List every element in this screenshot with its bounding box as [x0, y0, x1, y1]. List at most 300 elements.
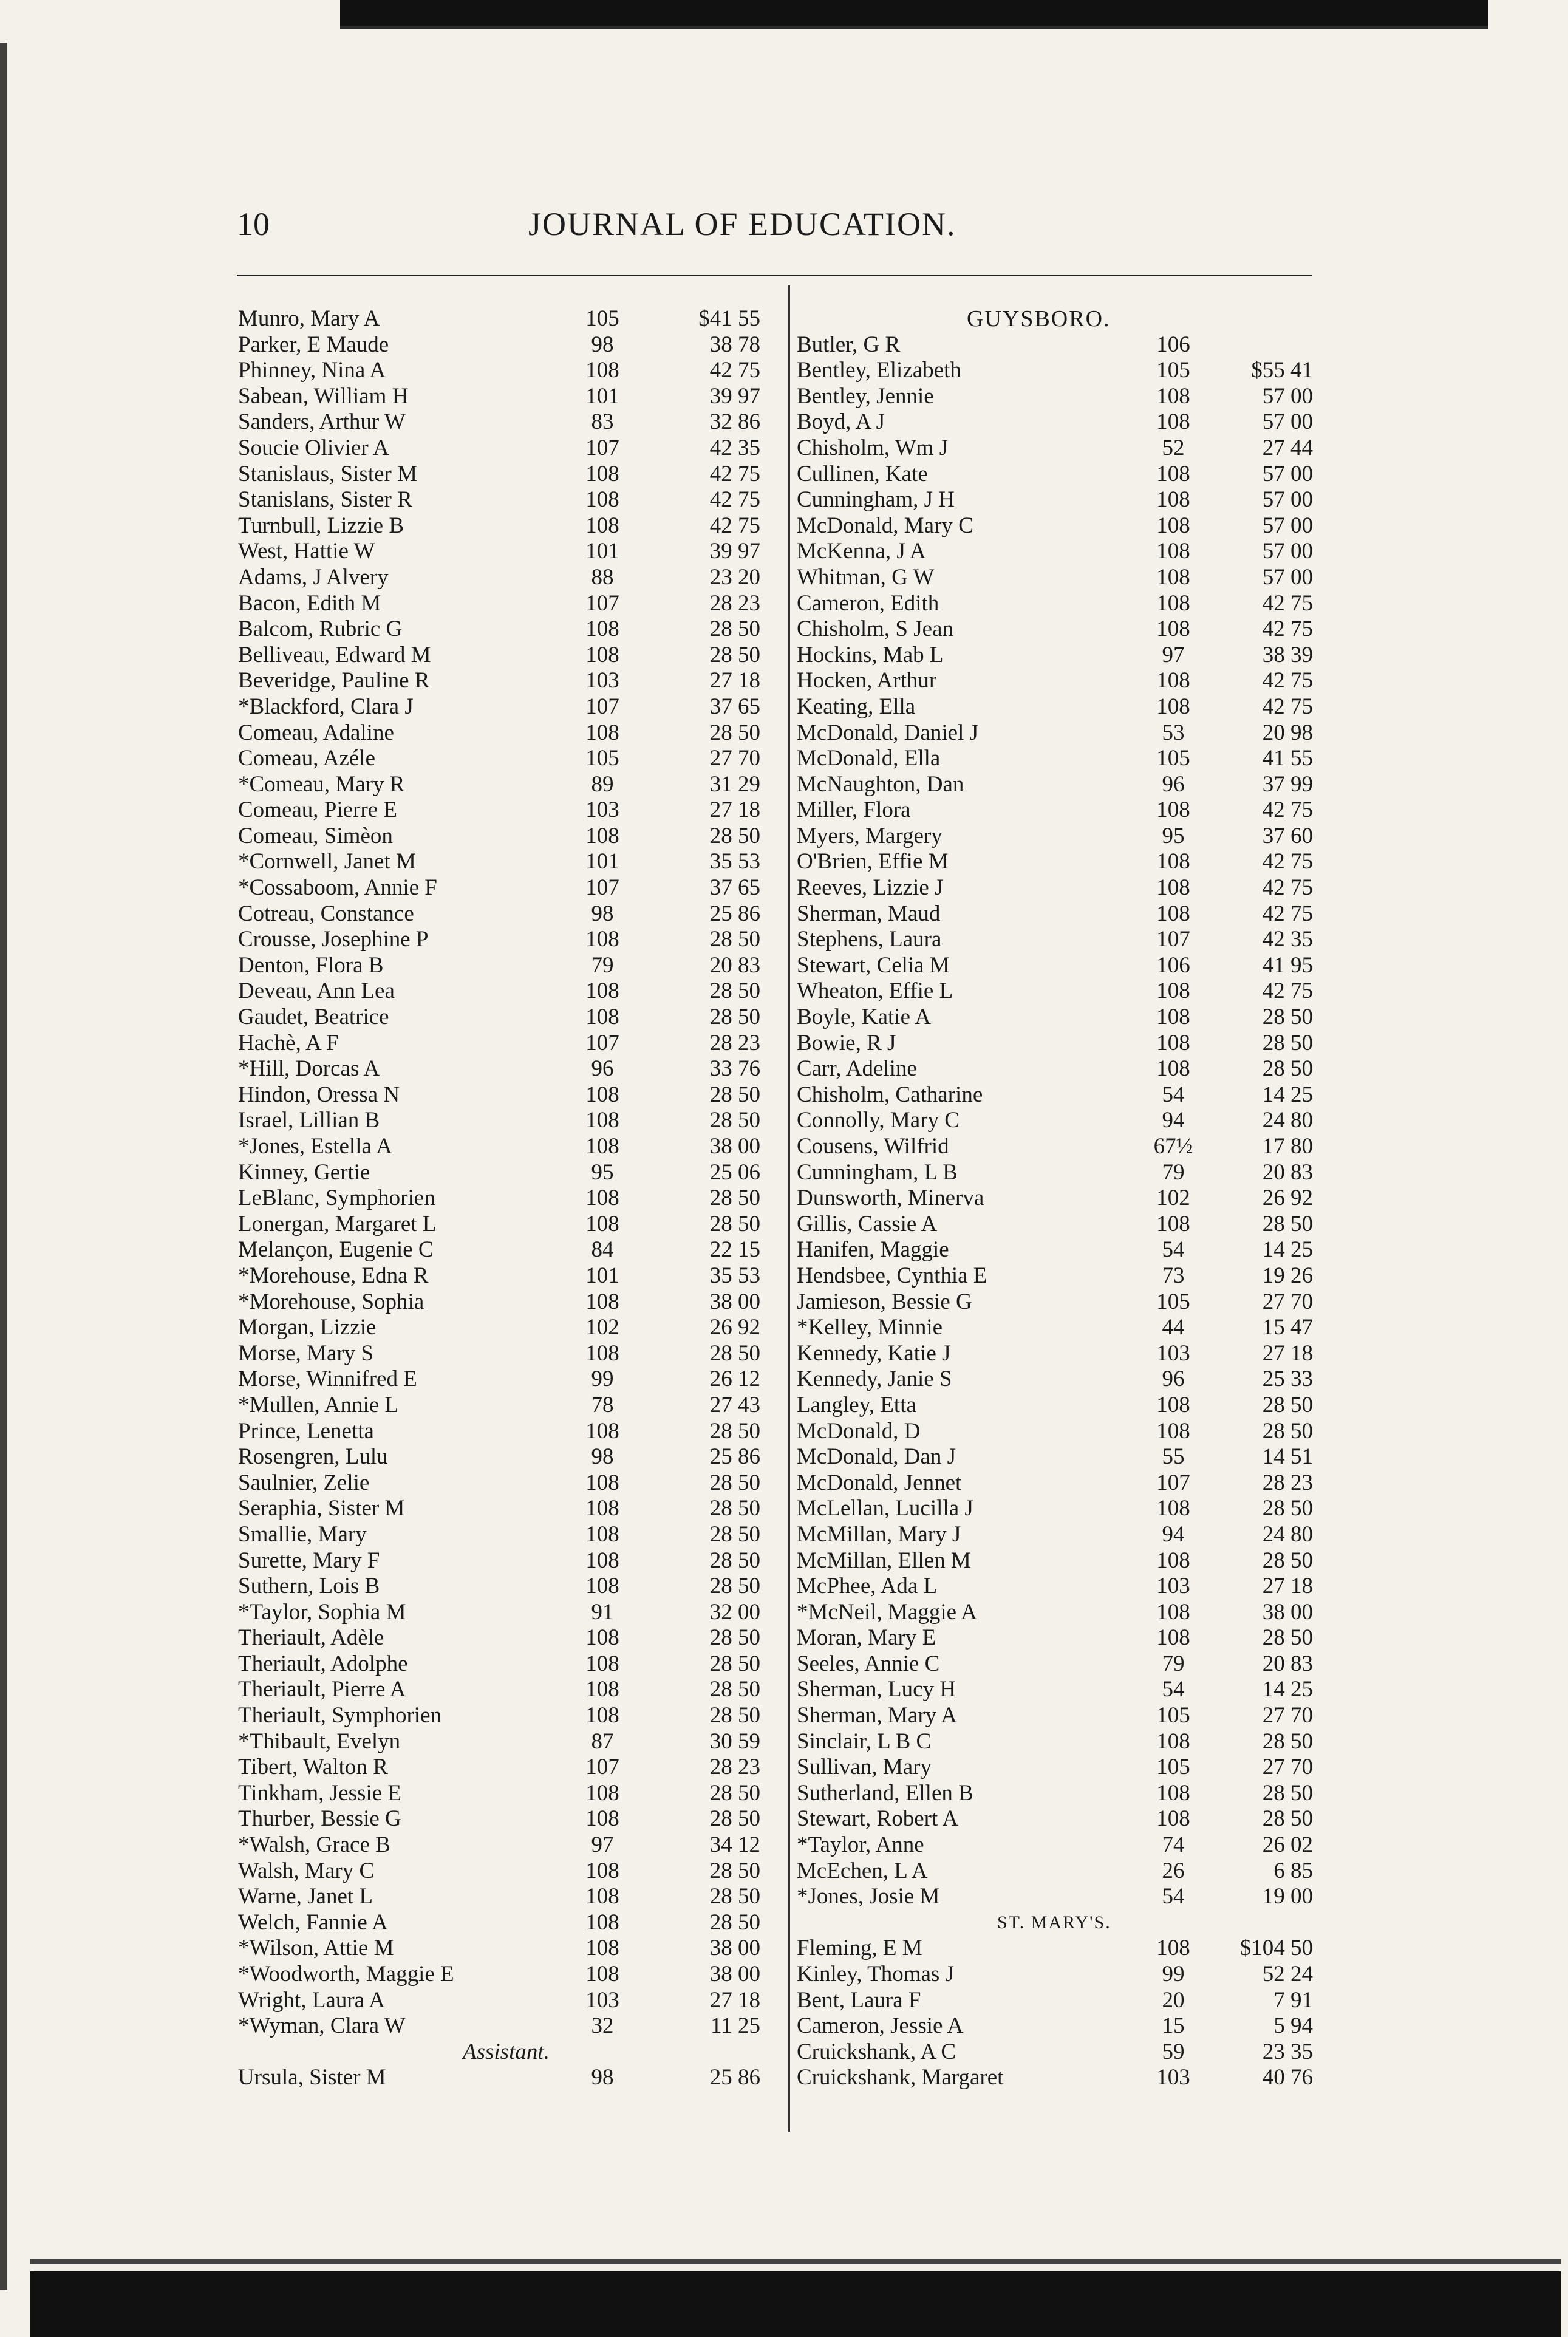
- table-row: [238, 1858, 779, 1885]
- teacher-name: Langley, Etta: [797, 1392, 916, 1418]
- teacher-name: McMillan, Mary J: [797, 1521, 961, 1547]
- table-row: [238, 1755, 779, 1781]
- table-row: [797, 1005, 1319, 1031]
- grant-amount: 28 50: [709, 1703, 760, 1728]
- days-taught: 89: [591, 771, 614, 797]
- table-row: [797, 1237, 1319, 1263]
- table-row: [238, 668, 779, 694]
- days-taught: 52: [1162, 435, 1185, 460]
- days-taught: 88: [591, 564, 614, 590]
- grant-amount: 28 50: [709, 927, 760, 952]
- table-row: [797, 746, 1319, 772]
- table-row: [797, 384, 1319, 410]
- teacher-name: Crousse, Josephine P: [238, 927, 429, 952]
- teacher-name: West, Hattie W: [238, 539, 375, 564]
- table-row: [797, 1703, 1319, 1729]
- days-taught: 108: [1156, 1005, 1190, 1030]
- grant-amount: 26 92: [1262, 1186, 1313, 1211]
- table-row: [797, 565, 1319, 591]
- days-taught: 108: [585, 358, 619, 383]
- grant-amount: 27 70: [709, 746, 760, 771]
- table-row: [238, 1419, 779, 1445]
- right-column: [797, 306, 1319, 2091]
- days-taught: 108: [585, 513, 619, 538]
- teacher-name: Munro, Mary A: [238, 306, 380, 331]
- days-taught: 94: [1162, 1108, 1185, 1133]
- teacher-name: Stewart, Robert A: [797, 1806, 959, 1832]
- table-row: [797, 2065, 1319, 2091]
- days-taught: 101: [585, 539, 619, 564]
- section-heading-stmarys: [797, 1910, 1319, 1936]
- table-row: [797, 1341, 1319, 1367]
- table-row: [797, 1936, 1319, 1962]
- teacher-name: *Woodworth, Maggie E: [238, 1962, 454, 1987]
- table-row: [797, 953, 1319, 979]
- teacher-name: *Morehouse, Edna R: [238, 1263, 429, 1288]
- grant-amount: 27 18: [709, 668, 760, 694]
- days-taught: 108: [585, 1005, 619, 1030]
- table-row: [797, 1444, 1319, 1470]
- teacher-name: *Mullen, Annie L: [238, 1392, 399, 1418]
- days-taught: 103: [585, 668, 619, 694]
- teacher-name: *Taylor, Sophia M: [238, 1599, 406, 1625]
- grant-amount: 38 00: [709, 1936, 760, 1961]
- days-taught: 74: [1162, 1832, 1185, 1858]
- days-taught: 54: [1162, 1677, 1185, 1702]
- table-row: [797, 435, 1319, 462]
- days-taught: 108: [1156, 564, 1190, 590]
- teacher-name: McNaughton, Dan: [797, 771, 964, 797]
- teacher-name: Morgan, Lizzie: [238, 1315, 377, 1340]
- days-taught: 108: [1156, 668, 1190, 694]
- days-taught: 108: [585, 1703, 619, 1728]
- scan-edge-bottom-shadow: [30, 2259, 1561, 2264]
- grant-amount: 14 25: [1262, 1677, 1313, 1702]
- days-taught: 108: [585, 487, 619, 513]
- grant-amount: 28 50: [1262, 1211, 1313, 1237]
- table-row: [238, 1005, 779, 1031]
- grant-amount: 28 50: [1262, 1780, 1313, 1806]
- teacher-name: Surette, Mary F: [238, 1547, 380, 1573]
- section-heading-assistant: [238, 2039, 779, 2066]
- table-row: [238, 539, 779, 565]
- days-taught: 79: [1162, 1651, 1185, 1676]
- table-row: [797, 694, 1319, 720]
- days-taught: 105: [1156, 358, 1190, 383]
- teacher-name: Comeau, Simèon: [238, 823, 393, 848]
- teacher-name: Sinclair, L B C: [797, 1728, 932, 1754]
- grant-amount: $55 41: [1251, 358, 1313, 383]
- table-row: [238, 1082, 779, 1108]
- grant-amount: 27 43: [709, 1392, 760, 1418]
- scan-edge-top-shadow: [340, 26, 1488, 29]
- days-taught: 108: [1156, 539, 1190, 564]
- teacher-name: McDonald, Ella: [797, 746, 941, 771]
- table-row: [797, 591, 1319, 617]
- days-taught: 108: [1156, 590, 1190, 616]
- teacher-name: Stanislans, Sister R: [238, 487, 412, 513]
- teacher-name: McDonald, Daniel J: [797, 720, 979, 745]
- grant-amount: 28 50: [709, 1082, 760, 1107]
- teacher-name: Cunningham, J H: [797, 487, 955, 513]
- teacher-name: Cousens, Wilfrid: [797, 1134, 949, 1159]
- grant-amount: 23 20: [709, 564, 760, 590]
- table-row: [238, 306, 779, 332]
- grant-amount: 42 75: [1262, 875, 1313, 901]
- teacher-name: Kinley, Thomas J: [797, 1962, 954, 1987]
- table-row: [797, 1548, 1319, 1574]
- table-row: [238, 384, 779, 410]
- grant-amount: 28 50: [1262, 1418, 1313, 1444]
- days-taught: 105: [1156, 1755, 1190, 1780]
- grant-amount: 28 50: [1262, 1806, 1313, 1832]
- table-row: [238, 1548, 779, 1574]
- grant-amount: 32 86: [709, 409, 760, 435]
- grant-amount: 28 50: [709, 1340, 760, 1366]
- table-row: [797, 1755, 1319, 1781]
- grant-amount: $41 55: [698, 306, 760, 331]
- days-taught: 108: [585, 1677, 619, 1702]
- teacher-name: *Wilson, Attie M: [238, 1936, 394, 1961]
- days-taught: 108: [585, 1780, 619, 1806]
- teacher-name: Bentley, Elizabeth: [797, 358, 961, 383]
- teacher-name: Carr, Adeline: [797, 1056, 917, 1082]
- grant-amount: $104 50: [1239, 1936, 1313, 1961]
- grant-amount: 28 50: [1262, 1625, 1313, 1651]
- days-taught: 107: [585, 875, 619, 901]
- teacher-name: *Comeau, Mary R: [238, 771, 405, 797]
- grant-amount: 42 75: [1262, 616, 1313, 642]
- table-row: [238, 1962, 779, 1988]
- teacher-name: Ursula, Sister M: [238, 2065, 386, 2090]
- grant-amount: 37 60: [1262, 823, 1313, 848]
- table-row: [238, 1806, 779, 1832]
- days-taught: 103: [585, 797, 619, 823]
- teacher-name: Smallie, Mary: [238, 1521, 367, 1547]
- teacher-name: Welch, Fannie A: [238, 1909, 388, 1935]
- grant-amount: 38 78: [709, 332, 760, 357]
- teacher-name: Tibert, Walton R: [238, 1755, 388, 1780]
- teacher-name: Cameron, Edith: [797, 590, 939, 616]
- grant-amount: 27 18: [1262, 1340, 1313, 1366]
- table-row: [797, 1988, 1319, 2014]
- table-row: [797, 1651, 1319, 1677]
- days-taught: 108: [1156, 1806, 1190, 1832]
- table-row: [797, 1962, 1319, 1988]
- days-taught: 97: [1162, 642, 1185, 667]
- grant-amount: 17 80: [1262, 1134, 1313, 1159]
- days-taught: 98: [591, 1444, 614, 1470]
- table-row: [797, 1031, 1319, 1057]
- table-row: [238, 875, 779, 901]
- teacher-name: Parker, E Maude: [238, 332, 389, 357]
- days-taught: 54: [1162, 1884, 1185, 1909]
- grant-amount: 57 00: [1262, 487, 1313, 513]
- days-taught: 108: [585, 1418, 619, 1444]
- table-row: [797, 901, 1319, 927]
- days-taught: 108: [1156, 409, 1190, 435]
- teacher-name: Morse, Winnifred E: [238, 1366, 417, 1392]
- table-row: [238, 462, 779, 488]
- grant-amount: 37 65: [709, 875, 760, 901]
- grant-amount: 28 50: [1262, 1547, 1313, 1573]
- table-row: [238, 1703, 779, 1729]
- teacher-name: Seeles, Annie C: [797, 1651, 940, 1676]
- grant-amount: 26 02: [1262, 1832, 1313, 1858]
- days-taught: 108: [585, 720, 619, 745]
- table-row: [797, 875, 1319, 901]
- grant-amount: 57 00: [1262, 564, 1313, 590]
- teacher-name: *Jones, Estella A: [238, 1134, 392, 1159]
- teacher-name: Hocken, Arthur: [797, 668, 937, 694]
- teacher-name: Dunsworth, Minerva: [797, 1186, 984, 1211]
- grant-amount: 42 35: [709, 435, 760, 460]
- grant-amount: 27 44: [1262, 435, 1313, 460]
- teacher-name: Cotreau, Constance: [238, 901, 414, 926]
- days-taught: 108: [1156, 1392, 1190, 1418]
- grant-amount: 28 50: [709, 1574, 760, 1599]
- days-taught: 108: [585, 1574, 619, 1599]
- table-row: [238, 1729, 779, 1755]
- grant-amount: 28 50: [1262, 1728, 1313, 1754]
- table-row: [238, 1444, 779, 1470]
- page-header: [237, 205, 1312, 254]
- teacher-name: McDonald, Jennet: [797, 1470, 962, 1495]
- teacher-name: McLellan, Lucilla J: [797, 1496, 973, 1521]
- days-taught: 95: [1162, 823, 1185, 848]
- header-rule: [237, 275, 1312, 276]
- grant-amount: 28 50: [709, 1496, 760, 1521]
- table-row: [797, 1160, 1319, 1186]
- table-row: [238, 1056, 779, 1082]
- grant-amount: 35 53: [709, 849, 760, 875]
- table-row: [797, 409, 1319, 435]
- table-row: [238, 1134, 779, 1160]
- teacher-name: Adams, J Alvery: [238, 564, 389, 590]
- table-row: [238, 927, 779, 953]
- teacher-name: *Kelley, Minnie: [797, 1315, 943, 1340]
- assistant-list: [238, 2065, 779, 2091]
- table-row: [797, 1134, 1319, 1160]
- table-row: [238, 616, 779, 643]
- table-row: [238, 591, 779, 617]
- table-row: [238, 358, 779, 384]
- grant-amount: 24 80: [1262, 1108, 1313, 1133]
- teacher-name: Israel, Lillian B: [238, 1108, 380, 1133]
- teacher-name: Moran, Mary E: [797, 1625, 936, 1651]
- table-row: [238, 1936, 779, 1962]
- grant-amount: 41 55: [1262, 746, 1313, 771]
- table-row: [238, 1031, 779, 1057]
- table-row: [797, 1056, 1319, 1082]
- section-heading-guysboro: [797, 306, 1319, 332]
- table-row: [238, 694, 779, 720]
- days-taught: 108: [585, 1108, 619, 1133]
- table-row: [797, 1419, 1319, 1445]
- teacher-name: Butler, G R: [797, 332, 901, 357]
- grant-amount: 38 39: [1262, 642, 1313, 667]
- grant-amount: 35 53: [709, 1263, 760, 1288]
- grant-amount: 52 24: [1262, 1962, 1313, 1987]
- grant-amount: 42 75: [1262, 694, 1313, 719]
- teacher-name: Sherman, Maud: [797, 901, 941, 926]
- days-taught: 101: [585, 383, 619, 409]
- table-row: [797, 643, 1319, 669]
- grant-amount: 31 29: [709, 771, 760, 797]
- grant-amount: 28 50: [709, 1005, 760, 1030]
- teacher-name: Hachè, A F: [238, 1030, 339, 1056]
- grant-amount: 30 59: [709, 1728, 760, 1754]
- days-taught: 78: [591, 1392, 614, 1418]
- grant-amount: 19 26: [1262, 1263, 1313, 1288]
- table-row: [238, 1212, 779, 1238]
- teacher-name: Balcom, Rubric G: [238, 616, 403, 642]
- table-row: [797, 824, 1319, 850]
- grant-amount: 28 50: [709, 1470, 760, 1495]
- grant-amount: 37 65: [709, 694, 760, 719]
- guysboro-list: [797, 332, 1319, 1910]
- teacher-name: Theriault, Pierre A: [238, 1677, 406, 1702]
- grant-amount: 42 75: [709, 487, 760, 513]
- teacher-name: Warne, Janet L: [238, 1884, 373, 1909]
- teacher-name: Thurber, Bessie G: [238, 1806, 401, 1832]
- days-taught: 15: [1162, 2013, 1185, 2039]
- days-taught: 108: [585, 1496, 619, 1521]
- teacher-name: Stanislaus, Sister M: [238, 461, 417, 486]
- grant-amount: 38 00: [709, 1289, 760, 1314]
- table-row: [238, 643, 779, 669]
- grant-amount: 27 70: [1262, 1703, 1313, 1728]
- grant-amount: 42 75: [1262, 797, 1313, 823]
- grant-amount: 28 50: [1262, 1056, 1313, 1082]
- days-taught: 53: [1162, 720, 1185, 745]
- grant-amount: 42 75: [1262, 590, 1313, 616]
- teacher-name: Lonergan, Margaret L: [238, 1211, 437, 1237]
- teacher-name: Cruickshank, A C: [797, 2039, 956, 2064]
- days-taught: 108: [585, 1936, 619, 1961]
- teacher-name: Beveridge, Pauline R: [238, 668, 430, 694]
- teacher-name: Cruickshank, Margaret: [797, 2065, 1004, 2090]
- table-row: [797, 539, 1319, 565]
- days-taught: 108: [585, 1884, 619, 1909]
- scan-edge-left: [0, 43, 7, 2290]
- days-taught: 108: [585, 1211, 619, 1237]
- teacher-name: Gaudet, Beatrice: [238, 1005, 389, 1030]
- days-taught: 96: [1162, 771, 1185, 797]
- days-taught: 108: [585, 1547, 619, 1573]
- grant-amount: 39 97: [709, 383, 760, 409]
- days-taught: 108: [585, 616, 619, 642]
- grant-amount: 38 00: [709, 1962, 760, 1987]
- grant-amount: 28 50: [709, 1108, 760, 1133]
- teacher-name: Seraphia, Sister M: [238, 1496, 405, 1521]
- days-taught: 108: [585, 1134, 619, 1159]
- teacher-name: Prince, Lenetta: [238, 1418, 374, 1444]
- teacher-name: McEchen, L A: [797, 1858, 928, 1883]
- grant-amount: 40 76: [1262, 2065, 1313, 2090]
- page-title: JOURNAL OF EDUCATION.: [528, 206, 956, 242]
- teacher-name: Chisholm, Wm J: [797, 435, 949, 460]
- grant-amount: 28 50: [709, 978, 760, 1004]
- grant-amount: 28 50: [709, 1521, 760, 1547]
- table-row: [238, 797, 779, 824]
- teacher-name: Suthern, Lois B: [238, 1574, 380, 1599]
- days-taught: 105: [585, 306, 619, 331]
- stmarys-list: [797, 1936, 1319, 2091]
- teacher-name: McDonald, Dan J: [797, 1444, 956, 1470]
- grant-amount: 27 70: [1262, 1289, 1313, 1314]
- days-taught: 108: [1156, 616, 1190, 642]
- teacher-name: Connolly, Mary C: [797, 1108, 960, 1133]
- table-row: [238, 746, 779, 772]
- table-row: [797, 2039, 1319, 2066]
- days-taught: 108: [585, 927, 619, 952]
- teacher-name: Hindon, Oressa N: [238, 1082, 400, 1107]
- grant-amount: 28 50: [709, 1677, 760, 1702]
- days-taught: 108: [585, 1909, 619, 1935]
- days-taught: 105: [585, 746, 619, 771]
- table-row: [797, 1832, 1319, 1858]
- grant-amount: 33 76: [709, 1056, 760, 1082]
- teacher-name: Denton, Flora B: [238, 952, 384, 978]
- table-row: [238, 953, 779, 979]
- table-row: [797, 462, 1319, 488]
- days-taught: 26: [1162, 1858, 1185, 1883]
- teacher-name: Myers, Margery: [797, 823, 943, 848]
- table-row: [797, 1858, 1319, 1885]
- table-row: [797, 1366, 1319, 1393]
- grant-amount: 14 51: [1262, 1444, 1313, 1470]
- days-taught: 108: [585, 1082, 619, 1107]
- grant-amount: 57 00: [1262, 539, 1313, 564]
- grant-amount: 28 50: [1262, 1392, 1313, 1418]
- grant-amount: 32 00: [709, 1599, 760, 1625]
- teacher-name: Sutherland, Ellen B: [797, 1780, 973, 1806]
- teacher-name: Stewart, Celia M: [797, 952, 950, 978]
- table-row: [238, 824, 779, 850]
- days-taught: 108: [585, 1470, 619, 1495]
- days-taught: 108: [585, 1340, 619, 1366]
- grant-amount: 28 50: [709, 1547, 760, 1573]
- days-taught: 108: [1156, 1728, 1190, 1754]
- grant-amount: 22 15: [709, 1237, 760, 1263]
- days-taught: 108: [1156, 694, 1190, 719]
- grant-amount: 28 50: [709, 642, 760, 667]
- grant-amount: 42 75: [1262, 901, 1313, 926]
- table-row: [797, 1625, 1319, 1651]
- teacher-name: O'Brien, Effie M: [797, 849, 949, 875]
- grant-amount: 15 47: [1262, 1315, 1313, 1340]
- days-taught: 108: [1156, 1211, 1190, 1237]
- days-taught: 103: [1156, 1574, 1190, 1599]
- teacher-name: Stephens, Laura: [797, 927, 942, 952]
- days-taught: 108: [1156, 978, 1190, 1004]
- grant-amount: 57 00: [1262, 513, 1313, 538]
- grant-amount: 34 12: [709, 1832, 760, 1858]
- table-row: [797, 927, 1319, 953]
- days-taught: 108: [585, 978, 619, 1004]
- days-taught: 102: [1156, 1186, 1190, 1211]
- table-row: [797, 1677, 1319, 1703]
- days-taught: 108: [1156, 1056, 1190, 1082]
- grant-amount: 20 83: [709, 952, 760, 978]
- grant-amount: 28 50: [1262, 1030, 1313, 1056]
- grant-amount: 42 75: [1262, 668, 1313, 694]
- table-row: [797, 772, 1319, 798]
- grant-amount: 42 75: [1262, 849, 1313, 875]
- teacher-name: Bent, Laura F: [797, 1987, 921, 2013]
- teacher-list: [238, 306, 779, 2039]
